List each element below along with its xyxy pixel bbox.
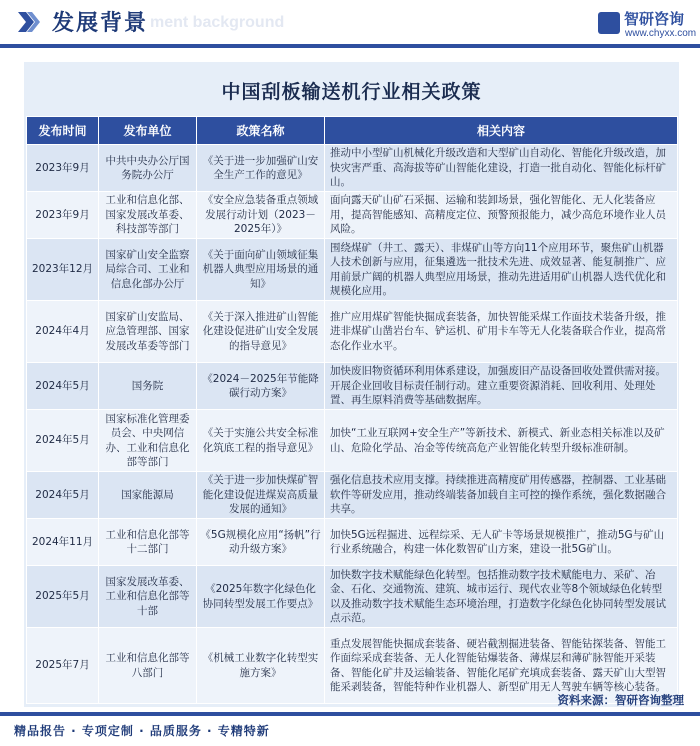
- page-header: [0, 0, 700, 44]
- cell-time: 2023年12月: [27, 239, 99, 301]
- footer-slogan: 精品报告 · 专项定制 · 品质服务 · 专精特新: [14, 724, 270, 738]
- cell-content: 加快废旧物资循环利用体系建设，加强废旧产品设备回收处置供需对接。开展企业回收目标责任制行动。建立重要资源消耗、回收利用、处理处置、再生原料消费等基础数据库。: [325, 363, 678, 410]
- cell-unit: 国家标准化管理委员会、中央网信办、工业和信息化部等部门: [99, 410, 197, 472]
- table-title-area: [24, 64, 679, 116]
- cell-unit: 工业和信息化部等十二部门: [99, 519, 197, 566]
- cell-unit: 国务院: [99, 363, 197, 410]
- column-header-content: 相关内容: [325, 117, 678, 145]
- table-row: [27, 519, 678, 566]
- table-row: [27, 410, 678, 472]
- cell-content: 围绕煤矿（井工、露天）、非煤矿山等方向11个应用环节，聚焦矿山机器人技术创新与应用，征集遴选一批技术先进、成效显著、能复制推广、应用前景广阔的机器人典型应用场景，推动先进适用矿山机器人迭代优化和规模化应用。: [325, 239, 678, 301]
- source-note: 资料来源：智研咨询整理: [557, 693, 684, 707]
- cell-content: 加快“工业互联网+安全生产”等新技术、新模式、新业态相关标准以及矿山、危险化学品、冶金等传统高危产业智能化转型升级标准研制。: [325, 410, 678, 472]
- cell-time: 2023年9月: [27, 192, 99, 239]
- chevron-arrows-icon: [16, 10, 42, 34]
- table-header-row: [27, 117, 678, 145]
- cell-unit: 中共中央办公厅国务院办公厅: [99, 145, 197, 192]
- table-title: 中国刮板输送机行业相关政策: [221, 80, 482, 103]
- cell-name: 《关于深入推进矿山智能化建设促进矿山安全发展的指导意见》: [197, 301, 325, 363]
- logo-name: 智研咨询: [624, 10, 685, 28]
- table-row: [27, 363, 678, 410]
- cell-content: 面向露天矿山矿石采掘、运输和装卸场景，强化智能化、无人化装备应用，提高智能感知、高精度定位、预警预报能力，减少高危环境作业人员风险。: [325, 192, 678, 239]
- footer-divider: [0, 712, 700, 716]
- cell-content: 加快数字技术赋能绿色化转型。包括推动数字技术赋能电力、采矿、冶金、石化、交通物流、建筑、城市运行、现代农业等8个领域绿色化转型以及推动数字技术赋能生态环境治理，打造数字化绿色化协同转型发展试点示范。: [325, 566, 678, 628]
- cell-time: 2024年4月: [27, 301, 99, 363]
- cell-name: 《关于进一步加快煤矿智能化建设促进煤炭高质量发展的通知》: [197, 472, 325, 519]
- table-row: [27, 145, 678, 192]
- cell-unit: 工业和信息化部、国家发展改革委、科技部等部门: [99, 192, 197, 239]
- cell-name: 《2024－2025年节能降碳行动方案》: [197, 363, 325, 410]
- section-subtitle: ment background: [150, 14, 285, 31]
- cell-name: 《5G规模化应用“扬帆”行动升级方案》: [197, 519, 325, 566]
- cell-name: 《机械工业数字化转型实施方案》: [197, 628, 325, 704]
- column-header-name: 政策名称: [197, 117, 325, 145]
- logo-icon: [598, 12, 620, 34]
- cell-content: 强化信息技术应用支撑。持续推进高精度矿用传感器，控制器、工业基础软件等研发应用，推动终端装备加载自主可控的操作系统，强化数据融合共享。: [325, 472, 678, 519]
- header-divider: [0, 44, 700, 48]
- cell-name: 《关于进一步加强矿山安全生产工作的意见》: [197, 145, 325, 192]
- column-header-unit: 发布单位: [99, 117, 197, 145]
- cell-unit: 工业和信息化部等八部门: [99, 628, 197, 704]
- cell-time: 2023年9月: [27, 145, 99, 192]
- cell-time: 2024年5月: [27, 410, 99, 472]
- cell-time: 2024年5月: [27, 363, 99, 410]
- cell-time: 2025年7月: [27, 628, 99, 704]
- page-footer: [0, 693, 700, 746]
- cell-name: 《安全应急装备重点领域发展行动计划（2023－2025年）》: [197, 192, 325, 239]
- cell-unit: 国家发展改革委、工业和信息化部等十部: [99, 566, 197, 628]
- cell-unit: 国家能源局: [99, 472, 197, 519]
- table-row: [27, 192, 678, 239]
- cell-time: 2025年5月: [27, 566, 99, 628]
- cell-name: 《关于面向矿山领域征集机器人典型应用场景的通知》: [197, 239, 325, 301]
- table-row: [27, 301, 678, 363]
- cell-content: 加快5G远程掘进、远程综采、无人矿卡等场景规模推广，推动5G与矿山行业系统融合，构建一体化数智矿山方案，建设一批5G矿山。: [325, 519, 678, 566]
- cell-content: 推动中小型矿山机械化升级改造和大型矿山自动化、智能化升级改造，加快灾害严重、高海拔等矿山智能化建设，打造一批自动化、智能化标杆矿山。: [325, 145, 678, 192]
- cell-content: 推广应用煤矿智能快掘成套装备，加快智能采煤工作面技术装备升级，推进非煤矿山凿岩台车、铲运机、矿用卡车等无人化装备联合作业，提高常态化作业水平。: [325, 301, 678, 363]
- cell-unit: 国家矿山安全监察局综合司、工业和信息化部办公厅: [99, 239, 197, 301]
- cell-name: 《2025年数字化绿色化协同转型发展工作要点》: [197, 566, 325, 628]
- cell-name: 《关于实施公共安全标准化筑底工程的指导意见》: [197, 410, 325, 472]
- logo-url: www.chyxx.com: [625, 28, 697, 39]
- policy-table: [26, 116, 678, 704]
- table-row: [27, 472, 678, 519]
- cell-unit: 国家矿山安监局、应急管理部、国家发展改革委等部门: [99, 301, 197, 363]
- column-header-time: 发布时间: [27, 117, 99, 145]
- cell-content: 重点发展智能快掘成套装备、硬岩截割掘进装备、智能钻探装备、智能工作面综采成套装备、无人化智能钻爆装备、薄煤层和薄矿脉智能开采装备、智能化矿井及运输装备、智能化尾矿充填成套装备、露天矿山大型智能采剥装备，智能特种作业机器人、新型矿用无人驾驶车辆等核心装备。: [325, 628, 678, 704]
- cell-time: 2024年11月: [27, 519, 99, 566]
- table-row: [27, 566, 678, 628]
- section-title: 发展背景: [52, 11, 149, 36]
- table-row: [27, 239, 678, 301]
- cell-time: 2024年5月: [27, 472, 99, 519]
